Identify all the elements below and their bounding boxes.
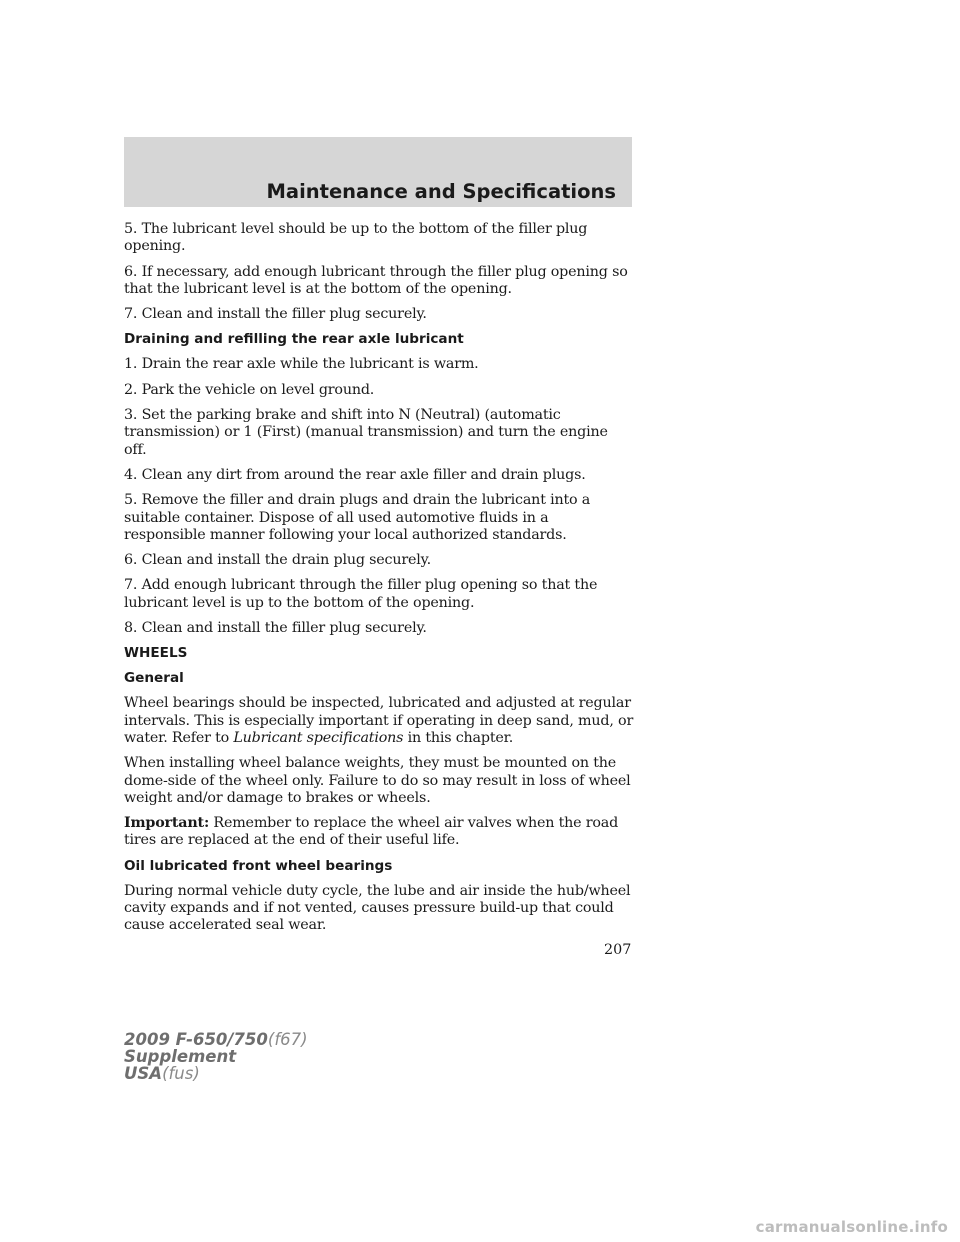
- page-number: 207: [604, 942, 632, 958]
- paragraph: 5. The lubricant level should be up to the bottom of the filler plug opening.: [124, 221, 588, 255]
- paragraph-important: [124, 815, 634, 850]
- important-label: Important:: [124, 815, 210, 832]
- page-content: [124, 221, 634, 943]
- step-item: 1. Drain the rear axle while the lubricant is warm.: [124, 356, 479, 373]
- header-bar: [124, 137, 632, 207]
- heading-draining-refilling: Draining and refilling the rear axle lubricant: [124, 331, 464, 348]
- heading-oil-lubricated-bearings: Oil lubricated front wheel bearings: [124, 857, 393, 874]
- text: Remember to replace the wheel air valves when the road tires are replaced at the end of their useful life.: [124, 815, 619, 849]
- region-name: USA: [124, 1064, 163, 1083]
- step-item: 8. Clean and install the filler plug securely.: [124, 620, 427, 637]
- step-item: 2. Park the vehicle on level ground.: [124, 381, 375, 398]
- text: Wheel bearings should be inspected, lubricated and adjusted at regular intervals. This is especially important if operating in deep sand, mud, or water. Refer to: [124, 695, 634, 746]
- step-item: 4. Clean any dirt from around the rear axle filler and drain plugs.: [124, 466, 586, 483]
- text: in this chapter.: [403, 729, 514, 746]
- watermark: carmanualsonline.info: [755, 1218, 948, 1236]
- paragraph: During normal vehicle duty cycle, the lube and air inside the hub/wheel cavity expands and if not vented, causes pressure build-up that could cause accelerated seal wear.: [124, 882, 631, 934]
- model-code: (f67): [267, 1030, 308, 1049]
- footer-line-model: [124, 1031, 308, 1048]
- paragraph: 6. If necessary, add enough lubricant through the filler plug opening so that the lubricant level is at the bottom of the opening.: [124, 263, 628, 297]
- heading-wheels: WHEELS: [124, 645, 188, 662]
- region-code: (fus): [162, 1064, 200, 1083]
- paragraph-balance-weights: When installing wheel balance weights, they must be mounted on the dome-side of the wheel only. Failure to do so may result in loss of wheel weight and/or damage to brakes or wheels.: [124, 755, 631, 806]
- step-item: 5. Remove the filler and drain plugs and drain the lubricant into a suitable container. Dispose of all used automotive fluids in a responsible manner following your local authorized standards.: [124, 492, 591, 543]
- reference-link: Lubricant specifications: [233, 729, 404, 746]
- model-name: 2009 F-650/750: [124, 1030, 268, 1049]
- paragraph: 7. Clean and install the filler plug securely.: [124, 306, 427, 323]
- heading-general: General: [124, 670, 184, 687]
- step-item: 7. Add enough lubricant through the filler plug opening so that the lubricant level is up to the bottom of the opening.: [124, 577, 598, 611]
- section-title: Maintenance and Specifications: [266, 180, 616, 203]
- supplement-label: Supplement: [124, 1047, 237, 1066]
- step-item: 3. Set the parking brake and shift into N (Neutral) (automatic transmission) or 1 (First) (manual transmission) and turn the engine off.: [124, 407, 608, 458]
- footer-line-region: [124, 1065, 308, 1082]
- footer: [124, 1031, 308, 1082]
- step-item: 6. Clean and install the drain plug securely.: [124, 552, 431, 569]
- paragraph-wheel-bearings: [124, 695, 634, 747]
- footer-line-supplement: [124, 1048, 308, 1065]
